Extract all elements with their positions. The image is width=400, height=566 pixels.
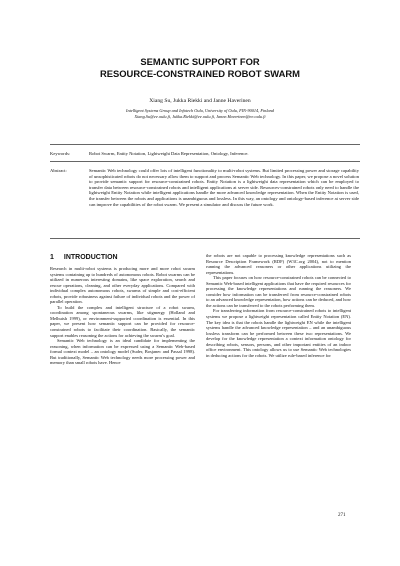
right-paragraph-1: the robots are not capable to processing knowledge representations such as Resource Description Framework (RDF) (W3C.org 2004), not to mention running the advanced reasoners or other applications utilizing the representations. xyxy=(206,253,351,275)
right-paragraph-3: For transferring information from resource-constrained robots to intelligent systems we propose a lightweight representation called Entity Notation (EN). The key idea is that the robots handle the lightweight EN while the intelligent systems handle the advanced knowledge representation – and an unambiguous lossless transform can be performed between these two representations. We develop for the knowledge representation a context information ontology for describing robots, sensors, persons, and other important entities of an indoor office environment. This ontology allows us to use Semantic Web technologies in deducing actions for the robots. We utilize rule-based inference for xyxy=(206,308,351,358)
left-column xyxy=(50,266,195,366)
keywords-label: Keywords: xyxy=(50,151,71,156)
paper-title xyxy=(40,56,360,80)
authors: Xiang Su, Jukka Riekki and Janne Haverinen xyxy=(149,98,251,104)
page-number: 271 xyxy=(338,513,346,518)
section-title: INTRODUCTION xyxy=(63,254,118,261)
title-line-1: SEMANTIC SUPPORT FOR xyxy=(140,56,260,67)
keywords-text: Robot Swarm, Entity Notation, Lightweight Data Representation, Ontology, Inference. xyxy=(89,151,249,156)
right-paragraph-2: This paper focuses on how resource-constrained robots can be connected to Semantic Web-based intelligent applications that have the required resources for processing the knowledge representations and running the reasoners. We consider how information can be transferred from resource-constrained robots to an advanced knowledge representation, how actions can be deduced, and how the actions can be transferred to the robots performing them. xyxy=(206,275,351,308)
abstract-text: Semantic Web technology could offer lots of intelligent functionality to multi-robot systems. But limited processing power and storage capability of unsophisticated robots do not necessary allow them to support and process Semantic Web technology. In this paper, we propose a novel solution to provide semantic support for resource-constrained robots. Entity Notation is a lightweight data representation which can be employed to transfer data between resource-constrained robots and intelligent applications at server side. Resources-constrained robots only need to handle the lightweight Entity Notation while intelligent applications handle the more advanced knowledge representation. When the Entity Notation is used, the transfer between the robots and applications is unambiguous and lossless. In this way, an ontology and ontology-based inference at server side can improve the capabilities of the robot swarm. We present a simulator and discuss the future work. xyxy=(89,168,359,207)
top-divider xyxy=(50,144,360,145)
author-emails: Xiang.Su@ee.oulu.fi, Jukka.Riekki@ee.oulu.fi, Janne.Haverinen@ee.oulu.fi xyxy=(134,114,266,119)
abstract-label: Abstract: xyxy=(50,168,67,173)
title-line-2: RESOURCE-CONSTRAINED ROBOT SWARM xyxy=(99,68,300,79)
keywords-divider xyxy=(50,161,360,162)
right-column xyxy=(206,253,351,358)
left-paragraph-1: Research in multi-robot systems is producing more and more robot swarm systems containing up to hundreds of autonomous robots. Robot swarms can be utilized in numerous interesting domains, like space exploration, search and rescue operations, cleaning, and other everyday applications. Compared with individual complex autonomous robots, swarms of simple and cost-efficient robots, provide robustness against failure of individual robots and the power of parallel operation. xyxy=(50,266,195,305)
section-heading xyxy=(50,254,128,262)
affiliation: Intelligent Systems Group and Infotech Oulu, University of Oulu, FIN-90014, Finland xyxy=(126,108,274,113)
left-paragraph-3: Semantic Web technology is an ideal candidate for implementing the reasoning, when information can be expressed using a Semantic Web-based formal context model – an ontology model (Suder, Bosjanec and Passal 1998). But traditionally, Semantic Web technology needs more processing power and memory than small robots have. Hence xyxy=(50,338,195,366)
left-paragraph-2: To build the complex and intelligent structure of a robot swarm, coordination among spontaneous swarms, like stigmergy (Holland and Melhuish 1999), or environment-supported coordination is essential. In this paper, we present how semantic support can be provided for resource-constrained robots to facilitate their coordination. Basically, the semantic support enables reasoning the actions for achieving the swarm’s goal. xyxy=(50,304,195,338)
section-number: 1 xyxy=(50,254,54,261)
abstract-divider xyxy=(50,238,360,239)
